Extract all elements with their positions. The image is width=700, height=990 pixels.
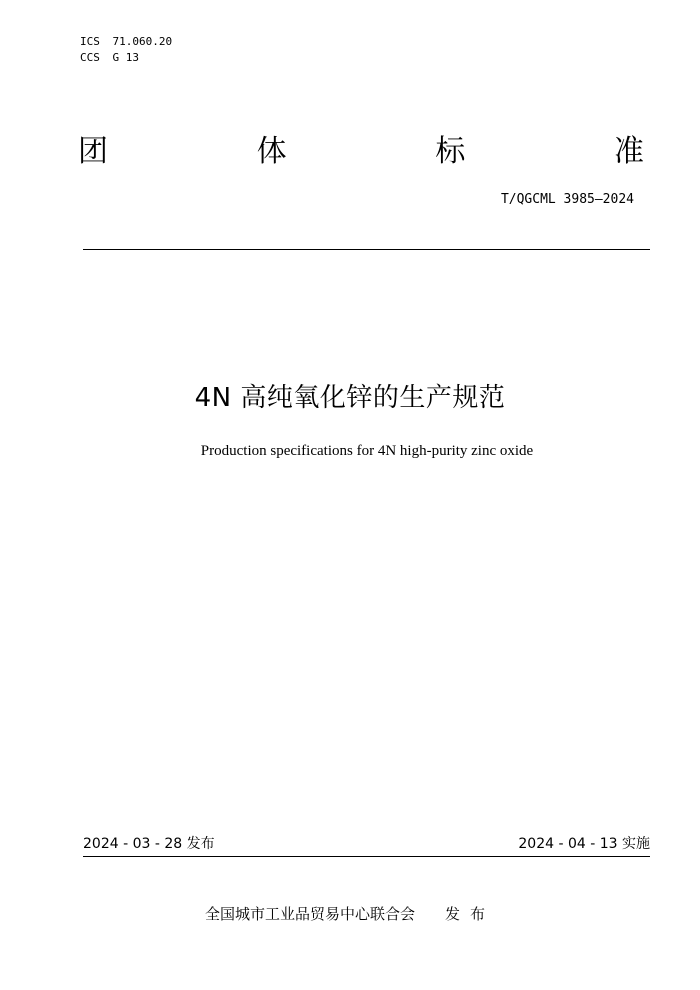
document-title-cn: 4N 高纯氧化锌的生产规范 (194, 383, 506, 413)
publisher-action: 发布 (445, 905, 496, 923)
standard-type-char: 团 (78, 134, 108, 169)
dates-row (83, 834, 650, 854)
standard-type-char: 标 (435, 134, 466, 169)
publish-date: 2024 - 03 - 28 发布 (83, 836, 215, 852)
ccs-label: CCS (80, 51, 100, 64)
ccs-row (80, 50, 172, 66)
ics-row (80, 34, 172, 50)
classification-block (80, 34, 172, 66)
ics-code: 71.060.20 (112, 35, 173, 48)
top-divider (83, 249, 650, 250)
standard-type-heading (78, 134, 644, 170)
standard-type-char: 体 (256, 134, 287, 169)
publisher-org: 全国城市工业品贸易中心联合会 (205, 905, 416, 923)
ccs-code: G 13 (112, 51, 139, 64)
implement-date: 2024 - 04 - 13 实施 (518, 836, 650, 852)
publisher-line (205, 904, 495, 924)
ics-label: ICS (80, 35, 100, 48)
standard-number: T/QGCML 3985—2024 (500, 192, 634, 207)
standard-type-char: 准 (613, 134, 644, 169)
bottom-divider (83, 856, 650, 857)
document-title-en: Production specifications for 4N high-purity zinc oxide (200, 443, 534, 459)
